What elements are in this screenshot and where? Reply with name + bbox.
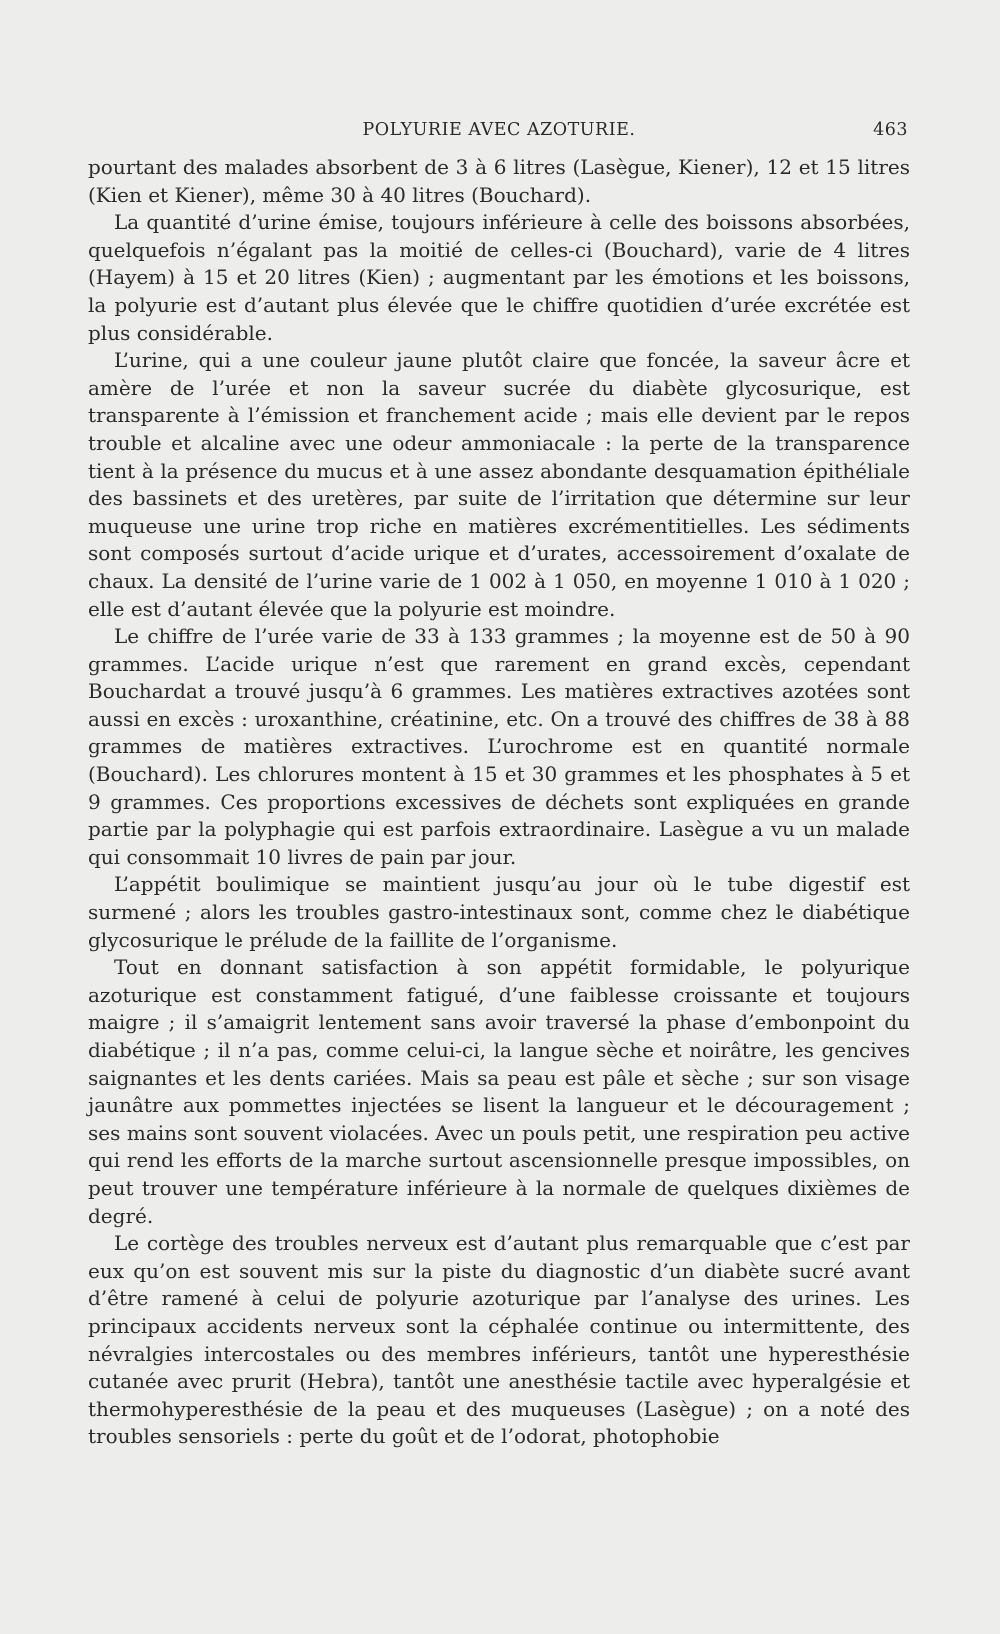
- paragraph-fatigue: Tout en donnant satisfaction à son appétit formidable, le polyurique azoturique est constamment fatigué, d’une faiblesse croissante et toujours maigre ; il s’amaigrit lentement sans avoir traversé la phase d’embonpoint du diabétique ; il n’a pas, comme celui-ci, la langue sèche et noirâtre, les gencives saignantes et les dents cariées. Mais sa peau est pâle et sèche ; sur son visage jaunâtre aux pommettes injectées se lisent la langueur et le découragement ; ses mains sont souvent violacées. Avec un pouls petit, une respiration peu active qui rend les efforts de la marche surtout ascensionnelle presque impossibles, on peut trouver une température inférieure à la normale de quelques dixièmes de degré.: [88, 955, 910, 1228]
- running-head: [88, 120, 910, 146]
- paragraph-nervous-troubles: Le cortège des troubles nerveux est d’autant plus remarquable que c’est par eux qu’on est souvent mis sur la piste du diagnostic d’un diabète sucré avant d’être ramené à celui de polyurie azoturique par l’analyse des urines. Les principaux accidents nerveux sont la céphalée continue ou intermittente, des névralgies intercostales ou des membres inférieurs, tantôt une hyperesthésie cutanée avec prurit (Hebra), tantôt une anesthésie tactile avec hyperalgésie et thermohyperesthésie de la peau et des muqueuses (Lasègue) ; on a noté des troubles sensoriels : perte du goût et de l’odorat, photophobie: [88, 1231, 910, 1449]
- paragraph-continued: pourtant des malades absorbent de 3 à 6 litres (Lasègue, Kiener), 12 et 15 litres (Kien et Kiener), même 30 à 40 litres (Bouchard).: [88, 155, 910, 207]
- page-number: 463: [873, 120, 908, 140]
- running-title: POLYURIE AVEC AZOTURIE.: [362, 120, 636, 140]
- paragraph-urine-quantity: La quantité d’urine émise, toujours inférieure à celle des boissons absorbées, quelquefois n’égalant pas la moitié de celles-ci (Bouchard), varie de 4 litres (Hayem) à 15 et 20 litres (Kien) ; augmentant par les émotions et les boissons, la polyurie est d’autant plus élevée que le chiffre quotidien d’urée excrétée est plus considérable.: [88, 210, 910, 345]
- body-text: [88, 154, 910, 1451]
- paragraph-urine-appearance: L’urine, qui a une couleur jaune plutôt claire que foncée, la saveur âcre et amère de l’urée et non la saveur sucrée du diabète glycosurique, est transparente à l’émission et franchement acide ; mais elle devient par le repos trouble et alcaline avec une odeur ammoniacale : la perte de la transparence tient à la présence du mucus et à une assez abondante desquamation épithéliale des bassinets et des uretères, par suite de l’irritation que détermine sur leur muqueuse une urine trop riche en matières excrémentitielles. Les sédiments sont composés surtout d’acide urique et d’urates, accessoirement d’oxalate de chaux. La densité de l’urine varie de 1 002 à 1 050, en moyenne 1 010 à 1 020 ; elle est d’autant élevée que la polyurie est moindre.: [88, 348, 910, 621]
- paragraph-appetite: L’appétit boulimique se maintient jusqu’au jour où le tube digestif est surmené ; alors les troubles gastro-intestinaux sont, comme chez le diabétique glycosurique le prélude de la faillite de l’organisme.: [88, 872, 910, 952]
- paragraph-uree-figures: Le chiffre de l’urée varie de 33 à 133 grammes ; la moyenne est de 50 à 90 grammes. L’acide urique n’est que rarement en grand excès, cependant Bouchardat a trouvé jusqu’à 6 grammes. Les matières extractives azotées sont aussi en excès : uroxanthine, créatinine, etc. On a trouvé des chiffres de 38 à 88 grammes de matières extractives. L’urochrome est en quantité normale (Bouchard). Les chlorures montent à 15 et 30 grammes et les phosphates à 5 et 9 grammes. Ces proportions excessives de déchets sont expliquées en grande partie par la polyphagie qui est parfois extraordinaire. Lasègue a vu un malade qui consommait 10 livres de pain par jour.: [88, 624, 910, 869]
